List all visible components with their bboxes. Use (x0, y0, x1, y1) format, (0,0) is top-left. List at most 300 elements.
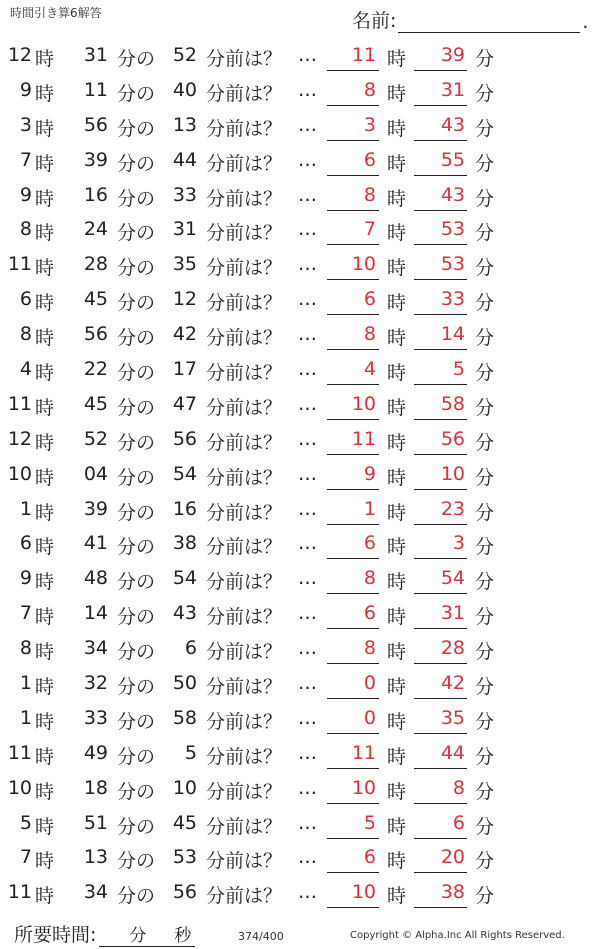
answer-hour: 8 (327, 637, 379, 664)
start-minute: 41 (83, 532, 108, 555)
hour-label: 時 (387, 815, 407, 838)
minutes-before-label: 分前は？ (206, 710, 283, 733)
subtract-minutes: 5 (184, 741, 197, 764)
start-hour: 8 (19, 218, 32, 241)
subtract-minutes: 54 (172, 567, 197, 590)
start-hour: 5 (19, 811, 32, 834)
problem-row (0, 39, 600, 74)
minutes-before-label: 分前は？ (206, 780, 283, 803)
hour-label: 時 (35, 152, 55, 175)
answer-hour: 9 (327, 463, 379, 490)
ellipsis: … (298, 288, 318, 311)
problem-row (0, 597, 600, 632)
answer-minute: 39 (414, 44, 467, 71)
problem-row (0, 702, 600, 737)
problem-row (0, 458, 600, 493)
copyright-notice: Copyright © Alpha.Inc All Rights Reserved. (350, 930, 565, 941)
minutes-before-label: 分前は？ (206, 815, 283, 838)
hour-label: 時 (35, 431, 55, 454)
hour-label: 時 (387, 82, 407, 105)
answer-hour: 11 (327, 428, 379, 455)
minute-label: 分 (475, 187, 495, 210)
problem-row (0, 74, 600, 109)
ellipsis: … (298, 78, 318, 101)
start-hour: 7 (19, 148, 32, 171)
start-minute: 24 (83, 218, 108, 241)
minutes-before-label: 分前は？ (206, 606, 283, 629)
hour-label: 時 (387, 536, 407, 559)
answer-minute: 38 (414, 881, 467, 908)
subtract-minutes: 40 (172, 78, 197, 101)
minutes-before-label: 分前は？ (206, 571, 283, 594)
answer-hour: 6 (327, 532, 379, 559)
answer-hour: 8 (327, 323, 379, 350)
hour-label: 時 (387, 257, 407, 280)
start-hour: 1 (19, 706, 32, 729)
minutes-before-label: 分前は？ (206, 222, 283, 245)
minute-label: 分 (475, 571, 495, 594)
hour-label: 時 (387, 292, 407, 315)
minute-label: 分 (475, 780, 495, 803)
minute-label: 分 (475, 327, 495, 350)
minute-label: 分 (475, 362, 495, 385)
second-unit: 秒 (174, 926, 192, 946)
start-minute: 13 (83, 846, 108, 869)
start-hour: 1 (19, 672, 32, 695)
hour-label: 時 (35, 82, 55, 105)
hour-label: 時 (35, 745, 55, 768)
minutes-of-label: 分の (117, 82, 156, 105)
hour-label: 時 (35, 780, 55, 803)
minutes-of-label: 分の (117, 536, 156, 559)
hour-label: 時 (387, 48, 407, 70)
problem-row (0, 213, 600, 248)
minute-label: 分 (475, 431, 495, 454)
ellipsis: … (298, 532, 318, 555)
start-minute: 31 (83, 44, 108, 66)
start-hour: 11 (7, 392, 32, 415)
answer-minute: 8 (414, 777, 467, 804)
answer-minute: 53 (414, 253, 467, 280)
start-hour: 9 (19, 78, 32, 101)
start-hour: 3 (19, 113, 32, 136)
minute-label: 分 (475, 257, 495, 280)
minutes-of-label: 分の (117, 431, 156, 454)
answer-minute: 33 (414, 288, 467, 315)
start-minute: 11 (83, 78, 108, 101)
problem-row (0, 876, 600, 911)
start-minute: 39 (83, 497, 108, 520)
subtract-minutes: 31 (172, 218, 197, 241)
ellipsis: … (298, 392, 318, 415)
minutes-of-label: 分の (117, 501, 156, 524)
answer-minute: 31 (414, 79, 467, 106)
minute-label: 分 (475, 48, 495, 70)
minutes-of-label: 分の (117, 292, 156, 315)
subtract-minutes: 52 (172, 44, 197, 66)
minutes-before-label: 分前は？ (206, 885, 283, 908)
answer-hour: 10 (327, 393, 379, 420)
subtract-minutes: 45 (172, 811, 197, 834)
problem-row (0, 283, 600, 318)
minute-label: 分 (475, 641, 495, 664)
answer-minute: 53 (414, 218, 467, 245)
minute-label: 分 (475, 710, 495, 733)
hour-label: 時 (387, 710, 407, 733)
hour-label: 時 (35, 536, 55, 559)
minutes-before-label: 分前は？ (206, 152, 283, 175)
minutes-of-label: 分の (117, 187, 156, 210)
minute-label: 分 (475, 466, 495, 489)
start-hour: 1 (19, 497, 32, 520)
minute-label: 分 (475, 222, 495, 245)
hour-label: 時 (35, 606, 55, 629)
ellipsis: … (298, 497, 318, 520)
minute-label: 分 (475, 815, 495, 838)
start-minute: 34 (83, 637, 108, 660)
hour-label: 時 (387, 606, 407, 629)
start-hour: 6 (19, 532, 32, 555)
ellipsis: … (298, 113, 318, 136)
start-minute: 33 (83, 706, 108, 729)
minutes-of-label: 分の (117, 641, 156, 664)
hour-label: 時 (387, 571, 407, 594)
elapsed-time-label: 所要時間: (14, 924, 97, 946)
problem-row (0, 527, 600, 562)
answer-hour: 11 (327, 44, 379, 71)
minutes-of-label: 分の (117, 710, 156, 733)
answer-minute: 5 (414, 358, 467, 385)
start-minute: 56 (83, 113, 108, 136)
problem-row (0, 179, 600, 214)
start-minute: 45 (83, 392, 108, 415)
hour-label: 時 (35, 501, 55, 524)
minutes-before-label: 分前は？ (206, 396, 283, 419)
ellipsis: … (298, 811, 318, 834)
start-hour: 10 (7, 462, 32, 485)
subtract-minutes: 54 (172, 462, 197, 485)
hour-label: 時 (387, 466, 407, 489)
start-minute: 04 (83, 462, 108, 485)
problem-row (0, 493, 600, 528)
minutes-of-label: 分の (117, 327, 156, 350)
minute-label: 分 (475, 501, 495, 524)
answer-minute: 43 (414, 184, 467, 211)
ellipsis: … (298, 881, 318, 904)
hour-label: 時 (35, 327, 55, 350)
minutes-before-label: 分前は？ (206, 431, 283, 454)
start-minute: 22 (83, 358, 108, 381)
hour-label: 時 (35, 222, 55, 245)
minutes-of-label: 分の (117, 745, 156, 768)
minutes-before-label: 分前は？ (206, 327, 283, 350)
subtract-minutes: 53 (172, 846, 197, 869)
hour-label: 時 (35, 187, 55, 210)
start-hour: 12 (7, 427, 32, 450)
subtract-minutes: 33 (172, 183, 197, 206)
ellipsis: … (298, 183, 318, 206)
answer-hour: 6 (327, 846, 379, 873)
start-minute: 48 (83, 567, 108, 590)
hour-label: 時 (387, 780, 407, 803)
minutes-before-label: 分前は？ (206, 745, 283, 768)
start-hour: 11 (7, 881, 32, 904)
problem-row (0, 807, 600, 842)
answer-hour: 10 (327, 253, 379, 280)
answer-hour: 10 (327, 881, 379, 908)
minute-label: 分 (475, 396, 495, 419)
answer-minute: 55 (414, 149, 467, 176)
start-hour: 12 (7, 44, 32, 66)
hour-label: 時 (387, 745, 407, 768)
hour-label: 時 (387, 676, 407, 699)
answer-minute: 10 (414, 463, 467, 490)
answer-hour: 8 (327, 79, 379, 106)
minutes-of-label: 分の (117, 885, 156, 908)
answer-minute: 56 (414, 428, 467, 455)
minutes-of-label: 分の (117, 466, 156, 489)
ellipsis: … (298, 323, 318, 346)
answer-minute: 3 (414, 532, 467, 559)
problem-row (0, 353, 600, 388)
elapsed-time-blank (99, 924, 195, 947)
answer-minute: 58 (414, 393, 467, 420)
answer-minute: 14 (414, 323, 467, 350)
hour-label: 時 (387, 885, 407, 908)
problem-row (0, 144, 600, 179)
start-hour: 7 (19, 602, 32, 625)
minute-label: 分 (475, 885, 495, 908)
minutes-before-label: 分前は？ (206, 641, 283, 664)
problem-row (0, 318, 600, 353)
start-minute: 51 (83, 811, 108, 834)
answer-hour: 4 (327, 358, 379, 385)
minutes-of-label: 分の (117, 152, 156, 175)
answer-hour: 0 (327, 672, 379, 699)
minutes-before-label: 分前は？ (206, 82, 283, 105)
subtract-minutes: 17 (172, 358, 197, 381)
hour-label: 時 (387, 222, 407, 245)
subtract-minutes: 10 (172, 776, 197, 799)
hour-label: 時 (387, 117, 407, 140)
subtract-minutes: 16 (172, 497, 197, 520)
problem-row (0, 632, 600, 667)
problem-row (0, 841, 600, 876)
minute-label: 分 (475, 850, 495, 873)
problem-row (0, 667, 600, 702)
start-hour: 11 (7, 253, 32, 276)
minute-label: 分 (475, 152, 495, 175)
hour-label: 時 (387, 641, 407, 664)
subtract-minutes: 56 (172, 427, 197, 450)
ellipsis: … (298, 462, 318, 485)
start-minute: 16 (83, 183, 108, 206)
start-hour: 10 (7, 776, 32, 799)
minutes-of-label: 分の (117, 676, 156, 699)
subtract-minutes: 42 (172, 323, 197, 346)
hour-label: 時 (387, 431, 407, 454)
answer-minute: 44 (414, 742, 467, 769)
ellipsis: … (298, 672, 318, 695)
minutes-of-label: 分の (117, 48, 156, 70)
problem-row (0, 772, 600, 807)
ellipsis: … (298, 427, 318, 450)
hour-label: 時 (387, 362, 407, 385)
start-minute: 18 (83, 776, 108, 799)
answer-hour: 7 (327, 218, 379, 245)
subtract-minutes: 6 (184, 637, 197, 660)
hour-label: 時 (35, 571, 55, 594)
ellipsis: … (298, 218, 318, 241)
minutes-of-label: 分の (117, 780, 156, 803)
hour-label: 時 (35, 850, 55, 873)
hour-label: 時 (387, 850, 407, 873)
start-minute: 56 (83, 323, 108, 346)
answer-hour: 10 (327, 777, 379, 804)
minutes-before-label: 分前は？ (206, 117, 283, 140)
minutes-of-label: 分の (117, 257, 156, 280)
worksheet-title: 時間引き算6解答 (10, 6, 102, 20)
hour-label: 時 (35, 676, 55, 699)
hour-label: 時 (387, 396, 407, 419)
start-minute: 45 (83, 288, 108, 311)
ellipsis: … (298, 741, 318, 764)
start-minute: 34 (83, 881, 108, 904)
answer-minute: 42 (414, 672, 467, 699)
hour-label: 時 (35, 641, 55, 664)
minutes-before-label: 分前は？ (206, 362, 283, 385)
hour-label: 時 (35, 362, 55, 385)
minutes-before-label: 分前は？ (206, 536, 283, 559)
start-hour: 8 (19, 637, 32, 660)
start-minute: 32 (83, 672, 108, 695)
minute-label: 分 (475, 292, 495, 315)
subtract-minutes: 50 (172, 672, 197, 695)
start-hour: 11 (7, 741, 32, 764)
ellipsis: … (298, 776, 318, 799)
start-minute: 28 (83, 253, 108, 276)
problem-row (0, 737, 600, 772)
minutes-before-label: 分前は？ (206, 48, 283, 70)
minutes-of-label: 分の (117, 362, 156, 385)
problem-row (0, 388, 600, 423)
start-minute: 39 (83, 148, 108, 171)
hour-label: 時 (35, 117, 55, 140)
ellipsis: … (298, 44, 318, 66)
problem-row (0, 109, 600, 144)
answer-minute: 28 (414, 637, 467, 664)
minutes-of-label: 分の (117, 571, 156, 594)
minutes-before-label: 分前は？ (206, 257, 283, 280)
hour-label: 時 (387, 327, 407, 350)
answer-minute: 31 (414, 602, 467, 629)
subtract-minutes: 56 (172, 881, 197, 904)
subtract-minutes: 58 (172, 706, 197, 729)
answer-hour: 6 (327, 149, 379, 176)
minutes-before-label: 分前は？ (206, 466, 283, 489)
ellipsis: … (298, 148, 318, 171)
subtract-minutes: 35 (172, 253, 197, 276)
start-minute: 52 (83, 427, 108, 450)
answer-hour: 6 (327, 602, 379, 629)
ellipsis: … (298, 358, 318, 381)
minutes-of-label: 分の (117, 222, 156, 245)
name-field (352, 6, 588, 33)
start-minute: 14 (83, 602, 108, 625)
minutes-before-label: 分前は？ (206, 187, 283, 210)
start-hour: 6 (19, 288, 32, 311)
subtract-minutes: 47 (172, 392, 197, 415)
minutes-of-label: 分の (117, 850, 156, 873)
hour-label: 時 (35, 815, 55, 838)
name-blank-line (398, 12, 580, 33)
answer-minute: 54 (414, 567, 467, 594)
minutes-of-label: 分の (117, 117, 156, 140)
problem-list (0, 39, 600, 911)
answer-hour: 5 (327, 812, 379, 839)
hour-label: 時 (387, 152, 407, 175)
minutes-of-label: 分の (117, 815, 156, 838)
minute-label: 分 (475, 676, 495, 699)
minutes-of-label: 分の (117, 396, 156, 419)
name-label: 名前: (352, 10, 397, 32)
start-minute: 49 (83, 741, 108, 764)
minutes-of-label: 分の (117, 606, 156, 629)
hour-label: 時 (35, 257, 55, 280)
answer-hour: 11 (327, 742, 379, 769)
answer-minute: 43 (414, 114, 467, 141)
subtract-minutes: 43 (172, 602, 197, 625)
minute-label: 分 (475, 82, 495, 105)
problem-row (0, 248, 600, 283)
elapsed-time-field (14, 920, 195, 947)
ellipsis: … (298, 706, 318, 729)
start-hour: 7 (19, 846, 32, 869)
ellipsis: … (298, 602, 318, 625)
ellipsis: … (298, 637, 318, 660)
answer-hour: 0 (327, 707, 379, 734)
minute-label: 分 (475, 117, 495, 140)
ellipsis: … (298, 253, 318, 276)
minutes-before-label: 分前は？ (206, 676, 283, 699)
minute-unit: 分 (129, 926, 147, 946)
start-hour: 9 (19, 183, 32, 206)
ellipsis: … (298, 846, 318, 869)
minute-label: 分 (475, 536, 495, 559)
hour-label: 時 (35, 710, 55, 733)
subtract-minutes: 12 (172, 288, 197, 311)
ellipsis: … (298, 567, 318, 590)
minutes-before-label: 分前は？ (206, 501, 283, 524)
problem-row (0, 562, 600, 597)
page-number: 374/400 (238, 930, 284, 943)
subtract-minutes: 13 (172, 113, 197, 136)
minutes-before-label: 分前は？ (206, 850, 283, 873)
problem-row (0, 423, 600, 458)
minute-label: 分 (475, 745, 495, 768)
minute-label: 分 (475, 606, 495, 629)
hour-label: 時 (35, 48, 55, 70)
subtract-minutes: 44 (172, 148, 197, 171)
answer-minute: 6 (414, 812, 467, 839)
subtract-minutes: 38 (172, 532, 197, 555)
hour-label: 時 (387, 501, 407, 524)
hour-label: 時 (387, 187, 407, 210)
answer-minute: 35 (414, 707, 467, 734)
answer-hour: 8 (327, 567, 379, 594)
start-hour: 4 (19, 358, 32, 381)
answer-minute: 20 (414, 846, 467, 873)
